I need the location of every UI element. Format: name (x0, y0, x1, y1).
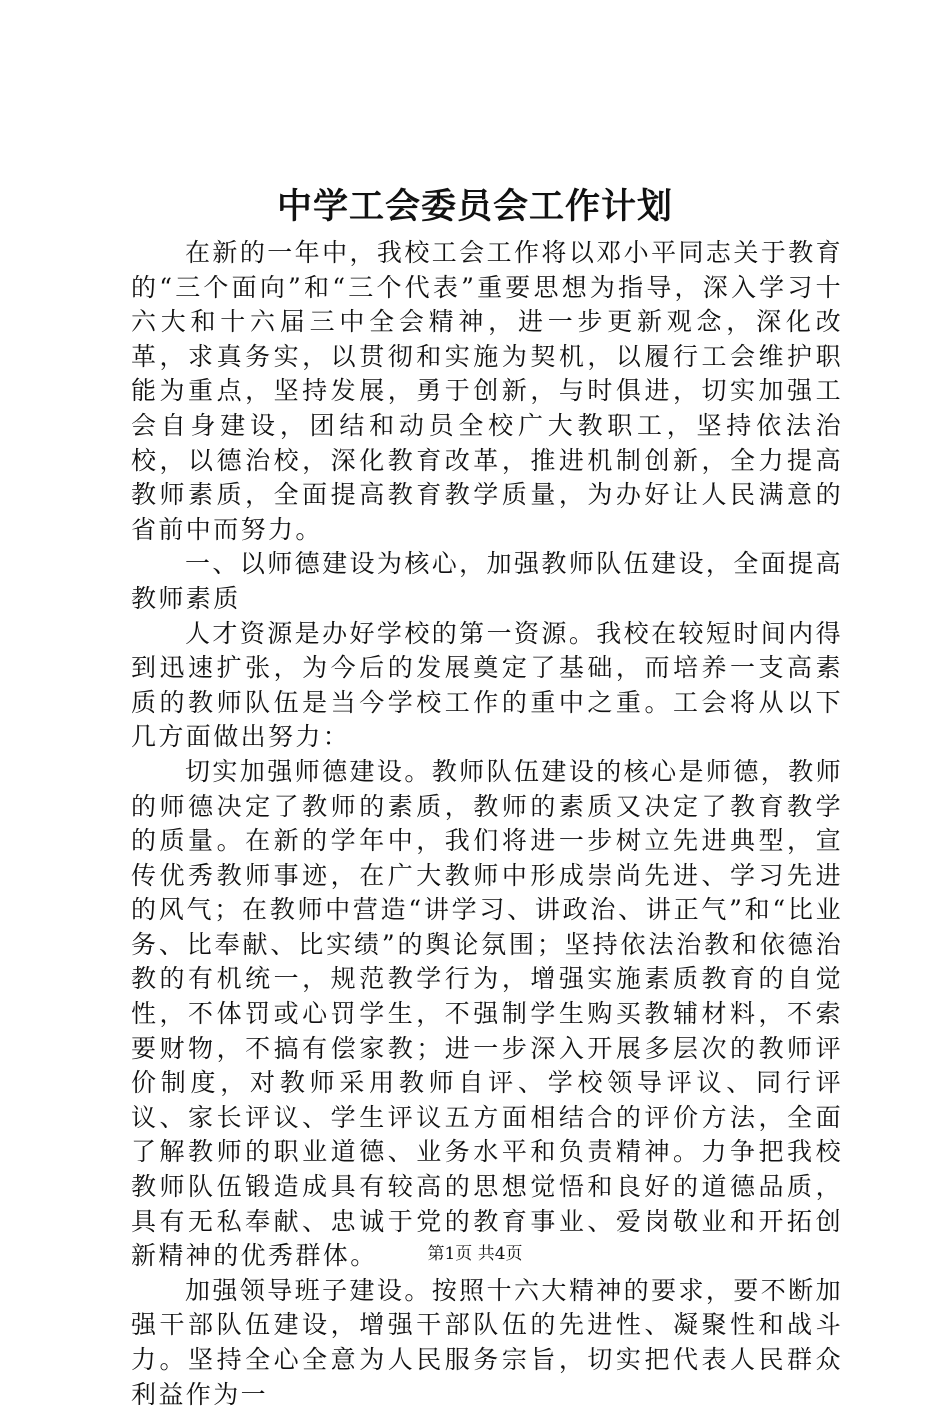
paragraph-talent-resources: 人才资源是办好学校的第一资源。我校在较短时间内得到迅速扩张，为今后的发展奠定了基础，而培养一支高素质的教师队伍是当今学校工作的重中之重。工会将从以下几方面做出努力： (131, 618, 843, 752)
page-number-footer: 第1页 共4页 (427, 1244, 523, 1264)
paragraph-leadership: 加强领导班子建设。按照十六大精神的要求，要不断加强干部队伍建设，增强干部队伍的先进性、凝聚性和战斗力。坚持全心全意为人民服务宗旨，切实把代表人民群众利益作为一 (131, 1275, 843, 1409)
paragraph-teacher-ethics: 切实加强师德建设。教师队伍建设的核心是师德，教师的师德决定了教师的素质，教师的素质又决定了教育教学的质量。在新的学年中，我们将进一步树立先进典型，宣传优秀教师事迹，在广大教师中形成崇尚先进、学习先进的风气；在教师中营造“讲学习、讲政治、讲正气”和“比业务、比奉献、比实绩”的舆论氛围；坚持依法治教和依德治教的有机统一，规范教学行为，增强实施素质教育的自觉性，不体罚或心罚学生，不强制学生购买教辅材料，不索要财物，不搞有偿家教；进一步深入开展多层次的教师评价制度，对教师采用教师自评、学校领导评议、同行评议、家长评议、学生评议五方面相结合的评价方法，全面了解教师的职业道德、业务水平和负责精神。力争把我校教师队伍锻造成具有较高的思想觉悟和良好的道德品质，具有无私奉献、忠诚于党的教育事业、爱岗敬业和开拓创新精神的优秀群体。 (131, 756, 843, 1271)
paragraph-intro: 在新的一年中，我校工会工作将以邓小平同志关于教育的“三个面向”和“三个代表”重要思想为指导，深入学习十六大和十六届三中全会精神，进一步更新观念，深化改革，求真务实，以贯彻和实施为契机，以履行工会维护职能为重点，坚持发展，勇于创新，与时俱进，切实加强工会自身建设，团结和动员全校广大教职工，坚持依法治校，以德治校，深化教育改革，推进机制创新，全力提高教师素质，全面提高教育教学质量，为办好让人民满意的省前中而努力。 (131, 238, 843, 544)
document-body (131, 236, 843, 1412)
document-title: 中学工会委员会工作计划 (276, 186, 673, 227)
section-heading-1: 一、以师德建设为核心，加强教师队伍建设，全面提高教师素质 (131, 549, 843, 613)
